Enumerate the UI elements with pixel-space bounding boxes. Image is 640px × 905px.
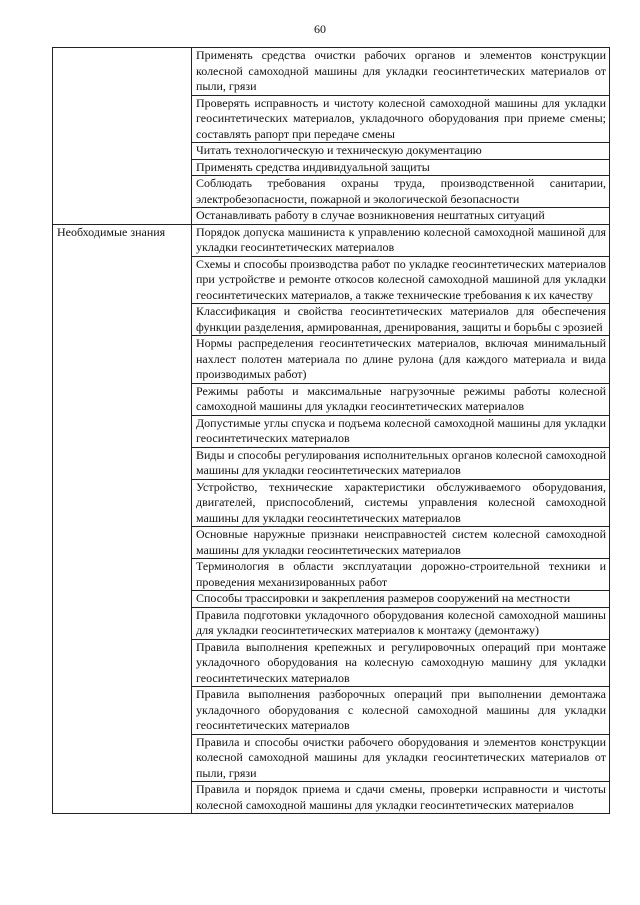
knowledge-item: Режимы работы и максимальные нагрузочные режимы работы колесной самоходной машины для укладки геосинтетических материалов	[192, 383, 610, 415]
knowledge-item: Нормы распределения геосинтетических материалов, включая минимальный нахлест полотен материала по длине рулона (для каждого материала и вида производимых работ)	[192, 336, 610, 384]
knowledge-item: Устройство, технические характеристики обслуживаемого оборудования, двигателей, приспособлений, системы управления колесной самоходной машины для укладки геосинтетических материалов	[192, 479, 610, 527]
skill-item: Применять средства индивидуальной защиты	[192, 159, 610, 176]
competency-table	[52, 47, 610, 814]
knowledge-item: Правила подготовки укладочного оборудования колесной самоходной машины для укладки геосинтетических материалов к монтажу (демонтажу)	[192, 607, 610, 639]
knowledge-item: Правила выполнения разборочных операций при выполнении демонтажа укладочного оборудования с колесной самоходной машины для укладки геосинтетических материалов	[192, 687, 610, 735]
skills-label-cell	[53, 48, 192, 225]
knowledge-label: Необходимые знания	[53, 224, 192, 814]
skill-item: Применять средства очистки рабочих органов и элементов конструкции колесной самоходной машины для укладки геосинтетических материалов от пыли, грязи	[192, 48, 610, 96]
knowledge-item: Виды и способы регулирования исполнительных органов колесной самоходной машины для укладки геосинтетических материалов	[192, 447, 610, 479]
knowledge-item: Схемы и способы производства работ по укладке геосинтетических материалов при устройстве и ремонте откосов колесной самоходной машиной для укладки геосинтетических материалов, а также технические требования к их качеству	[192, 256, 610, 304]
knowledge-item: Основные наружные признаки неисправностей систем колесной самоходной машины для укладки геосинтетических материалов	[192, 527, 610, 559]
skill-item: Соблюдать требования охраны труда, производственной санитарии, электробезопасности, пожарной и экологической безопасности	[192, 176, 610, 208]
knowledge-item: Правила и способы очистки рабочего оборудования и элементов конструкции колесной самоходной машины для укладки геосинтетических материалов от пыли, грязи	[192, 734, 610, 782]
skill-item: Читать технологическую и техническую документацию	[192, 143, 610, 160]
knowledge-item: Правила выполнения крепежных и регулировочных операций при монтаже укладочного оборудования на колесную самоходную машину для укладки геосинтетических материалов	[192, 639, 610, 687]
page-number: 60	[314, 22, 326, 36]
knowledge-item: Способы трассировки и закрепления размеров сооружений на местности	[192, 591, 610, 608]
knowledge-item: Терминология в области эксплуатации дорожно-строительной техники и проведения механизированных работ	[192, 559, 610, 591]
knowledge-item: Правила и порядок приема и сдачи смены, проверки исправности и чистоты колесной самоходной машины для укладки геосинтетических материалов	[192, 782, 610, 814]
page-bottom-edge	[0, 873, 640, 905]
skill-item: Проверять исправность и чистоту колесной самоходной машины для укладки геосинтетических материалов, укладочного оборудования при приеме смены; составлять рапорт при передаче смены	[192, 95, 610, 143]
table-row	[53, 224, 610, 256]
table-row	[53, 48, 610, 96]
knowledge-item: Допустимые углы спуска и подъема колесной самоходной машины для укладки геосинтетических материалов	[192, 415, 610, 447]
skill-item: Останавливать работу в случае возникновения нештатных ситуаций	[192, 208, 610, 225]
knowledge-item: Порядок допуска машиниста к управлению колесной самоходной машиной для укладки геосинтетических материалов	[192, 224, 610, 256]
knowledge-item: Классификация и свойства геосинтетических материалов для обеспечения функции разделения, армированная, дренирования, защиты и борьбы с эрозией	[192, 304, 610, 336]
